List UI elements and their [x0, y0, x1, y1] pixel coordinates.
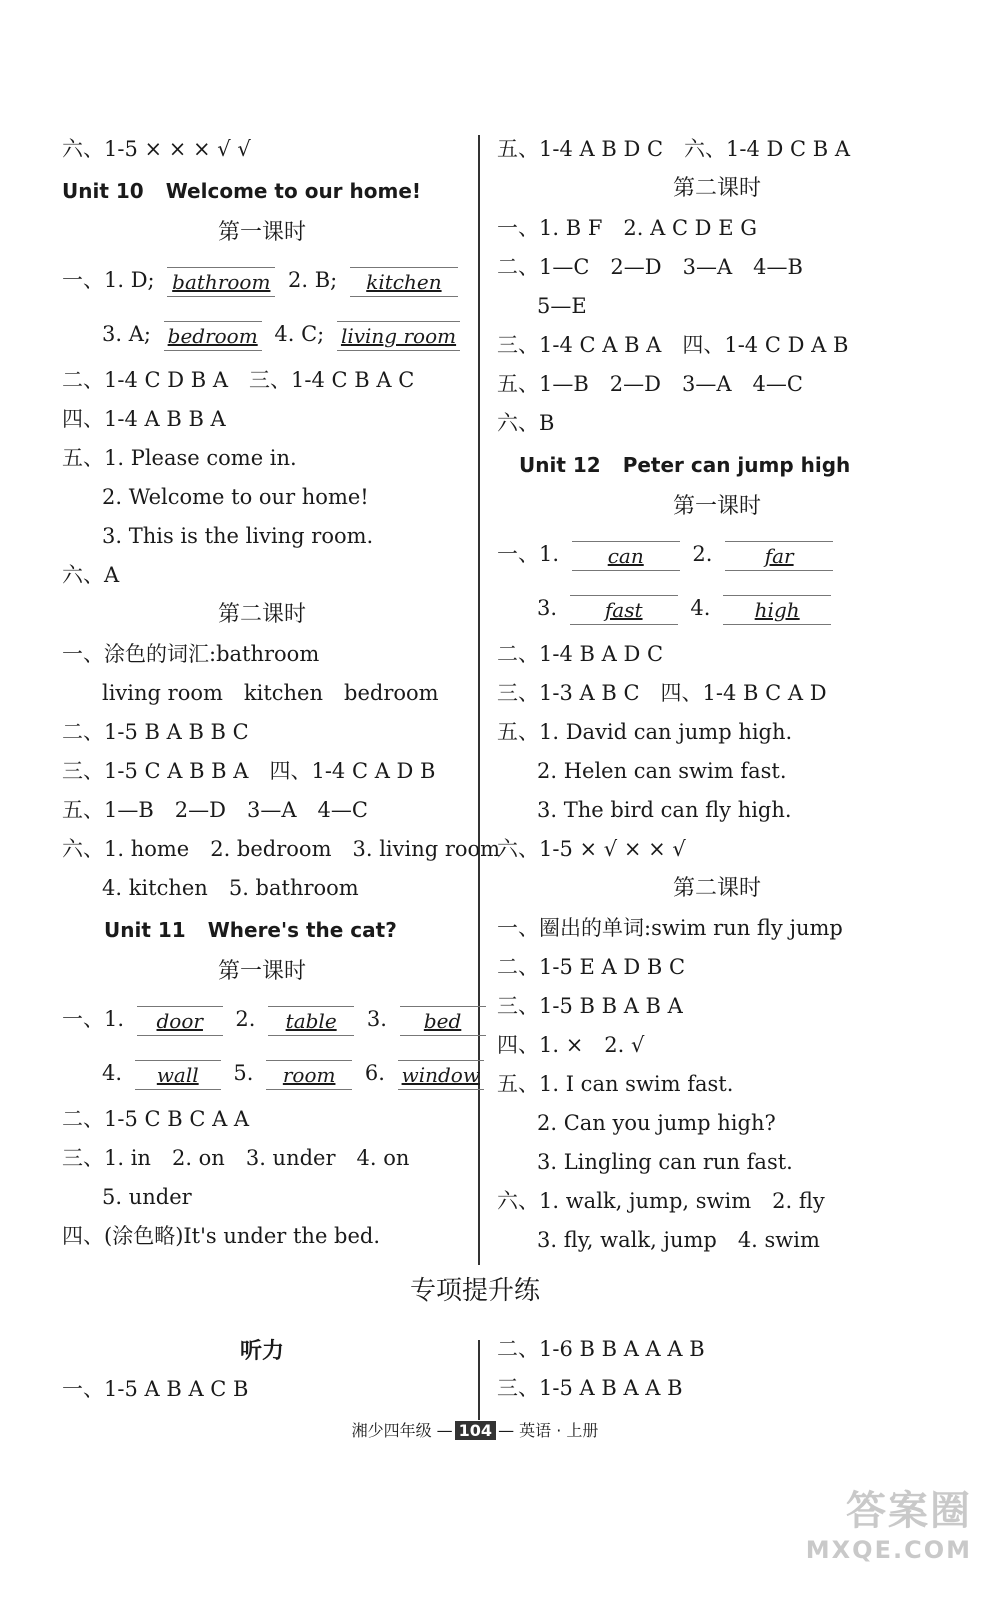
answer-label: 3. [537, 596, 558, 620]
answer-line: 四、1. × 2. √ [497, 1033, 645, 1057]
answer-line [497, 581, 937, 635]
answer-line: 四、1-4 A B B A [62, 407, 226, 431]
answer-label: 5. [233, 1061, 254, 1085]
page-footer [0, 1418, 950, 1441]
right-bottom-answers [497, 1330, 705, 1408]
answer-label: 4. [102, 1061, 123, 1085]
answer-line: 五、1—B 2—D 3—A 4—C [62, 798, 368, 822]
handwritten-word: bed [400, 1004, 486, 1038]
answer-line: 二、1-5 B A B B C [62, 720, 249, 744]
answer-line: 一、1-5 A B A C B [62, 1377, 249, 1401]
answer-line: 三、1-5 C A B B A 四、1-4 C A D B [62, 759, 436, 783]
lesson-heading: 第二课时 [672, 176, 761, 201]
answer-line: 二、1-4 B A D C [497, 642, 664, 666]
footer-grade: 湘少四年级 — [351, 1421, 453, 1440]
answer-line: 一、涂色的词汇:bathroom [62, 642, 320, 666]
answer-line [62, 253, 462, 307]
answer-label: 4. C; [274, 322, 325, 346]
page-number: 104 [455, 1421, 496, 1440]
handwritten-word: far [725, 539, 833, 573]
answer-label: 3. [366, 1007, 387, 1031]
unit-heading [62, 169, 462, 213]
answer-label: 一、1. [62, 1007, 125, 1031]
lesson-heading: 第二课时 [672, 876, 761, 901]
handwritten-word: door [137, 1004, 223, 1038]
section-title: 专项提升练 [409, 1276, 540, 1306]
answer-line: 2. Welcome to our home! [102, 485, 369, 509]
answer-label: 一、1. [497, 542, 560, 566]
answer-line: 六、1. home 2. bedroom 3. living room [62, 837, 501, 861]
answer-line: 5—E [537, 294, 587, 318]
answer-line: 五、1. David can jump high. [497, 720, 793, 744]
answer-line: 一、圈出的单词:swim run fly jump [497, 916, 843, 940]
handwritten-word: kitchen [350, 265, 458, 299]
answer-line: 二、1—C 2—D 3—A 4—B [497, 255, 803, 279]
answer-label: 4. [690, 596, 711, 620]
answer-label: 2. [692, 542, 713, 566]
unit-heading [497, 443, 937, 487]
answer-line: 4. kitchen 5. bathroom [102, 876, 359, 900]
handwritten-word: table [268, 1004, 354, 1038]
answer-line: 二、1-5 E A D B C [497, 955, 686, 979]
handwritten-word: can [572, 539, 680, 573]
answer-line [62, 307, 462, 361]
watermark-logo-text: 答案圈 [846, 1488, 972, 1534]
answer-line: 五、1. Please come in. [62, 446, 297, 470]
answer-label: 2. [235, 1007, 256, 1031]
answer-line: 五、1—B 2—D 3—A 4—C [497, 372, 803, 396]
answer-line: 三、1-5 A B A A B [497, 1376, 683, 1400]
answer-line: 3. Lingling can run fast. [537, 1150, 793, 1174]
answer-line [497, 527, 937, 581]
unit-number: Unit 10 [62, 179, 144, 203]
answer-line: 5. under [102, 1185, 192, 1209]
answer-line: 六、1-5 × × × √ √ [62, 137, 251, 161]
answer-line [62, 992, 462, 1046]
answer-label: 3. A; [102, 322, 151, 346]
lesson-heading: 第一课时 [217, 959, 306, 984]
handwritten-word: room [266, 1058, 352, 1092]
answer-line: 六、B [497, 411, 555, 435]
watermark-url: MXQE.COM [805, 1536, 972, 1564]
answer-line: 二、1-4 C D B A 三、1-4 C B A C [62, 368, 415, 392]
answer-line: 三、1-3 A B C 四、1-4 B C A D [497, 681, 827, 705]
answer-line: 3. This is the living room. [102, 524, 374, 548]
handwritten-word: bathroom [167, 265, 275, 299]
lesson-heading: 第一课时 [672, 494, 761, 519]
answer-line: 五、1. I can swim fast. [497, 1072, 734, 1096]
unit-number: Unit 12 [519, 453, 601, 477]
answer-line: 二、1-6 B B A A A B [497, 1337, 705, 1361]
lesson-heading: 第二课时 [217, 602, 306, 627]
answer-line: 三、1-5 B B A B A [497, 994, 683, 1018]
watermark [806, 1479, 972, 1564]
answer-label: 6. [364, 1061, 385, 1085]
answer-label: 2. B; [288, 268, 338, 292]
answer-line: 3. fly, walk, jump 4. swim [537, 1228, 820, 1252]
answer-line: 2. Helen can swim fast. [537, 759, 787, 783]
handwritten-word: high [723, 593, 831, 627]
answer-line: 一、1. B F 2. A C D E G [497, 216, 757, 240]
footer-subject: — 英语 · 上册 [498, 1421, 599, 1440]
handwritten-word: window [398, 1058, 484, 1092]
answer-line: 三、1. in 2. on 3. under 4. on [62, 1146, 410, 1170]
unit-heading [62, 908, 462, 952]
answer-line: 3. The bird can fly high. [537, 798, 792, 822]
column-divider-bottom [478, 1340, 480, 1420]
answer-line: 六、1-5 × √ × × √ [497, 837, 686, 861]
lesson-heading: 第一课时 [217, 220, 306, 245]
answer-line: 三、1-4 C A B A 四、1-4 C D A B [497, 333, 849, 357]
answer-line: 六、A [62, 563, 120, 587]
subsection-title: 听力 [239, 1339, 284, 1364]
unit-title: Welcome to our home! [165, 179, 422, 203]
answer-line: 六、1. walk, jump, swim 2. fly [497, 1189, 825, 1213]
handwritten-word: bedroom [164, 319, 262, 353]
answer-line: 五、1-4 A B D C 六、1-4 D C B A [497, 137, 851, 161]
right-column [497, 130, 937, 1260]
answer-line: 四、(涂色略)It's under the bed. [62, 1224, 381, 1248]
answer-line: living room kitchen bedroom [102, 681, 439, 705]
handwritten-word: wall [135, 1058, 221, 1092]
answer-line [62, 1046, 480, 1100]
answer-line: 2. Can you jump high? [537, 1111, 776, 1135]
handwritten-word: living room [337, 319, 460, 353]
unit-number: Unit 11 [104, 918, 186, 942]
unit-title: Peter can jump high [622, 453, 851, 477]
unit-title: Where's the cat? [207, 918, 397, 942]
answer-line: 二、1-5 C B C A A [62, 1107, 250, 1131]
left-column [62, 130, 501, 1256]
handwritten-word: fast [570, 593, 678, 627]
answer-label: 一、1. D; [62, 268, 155, 292]
